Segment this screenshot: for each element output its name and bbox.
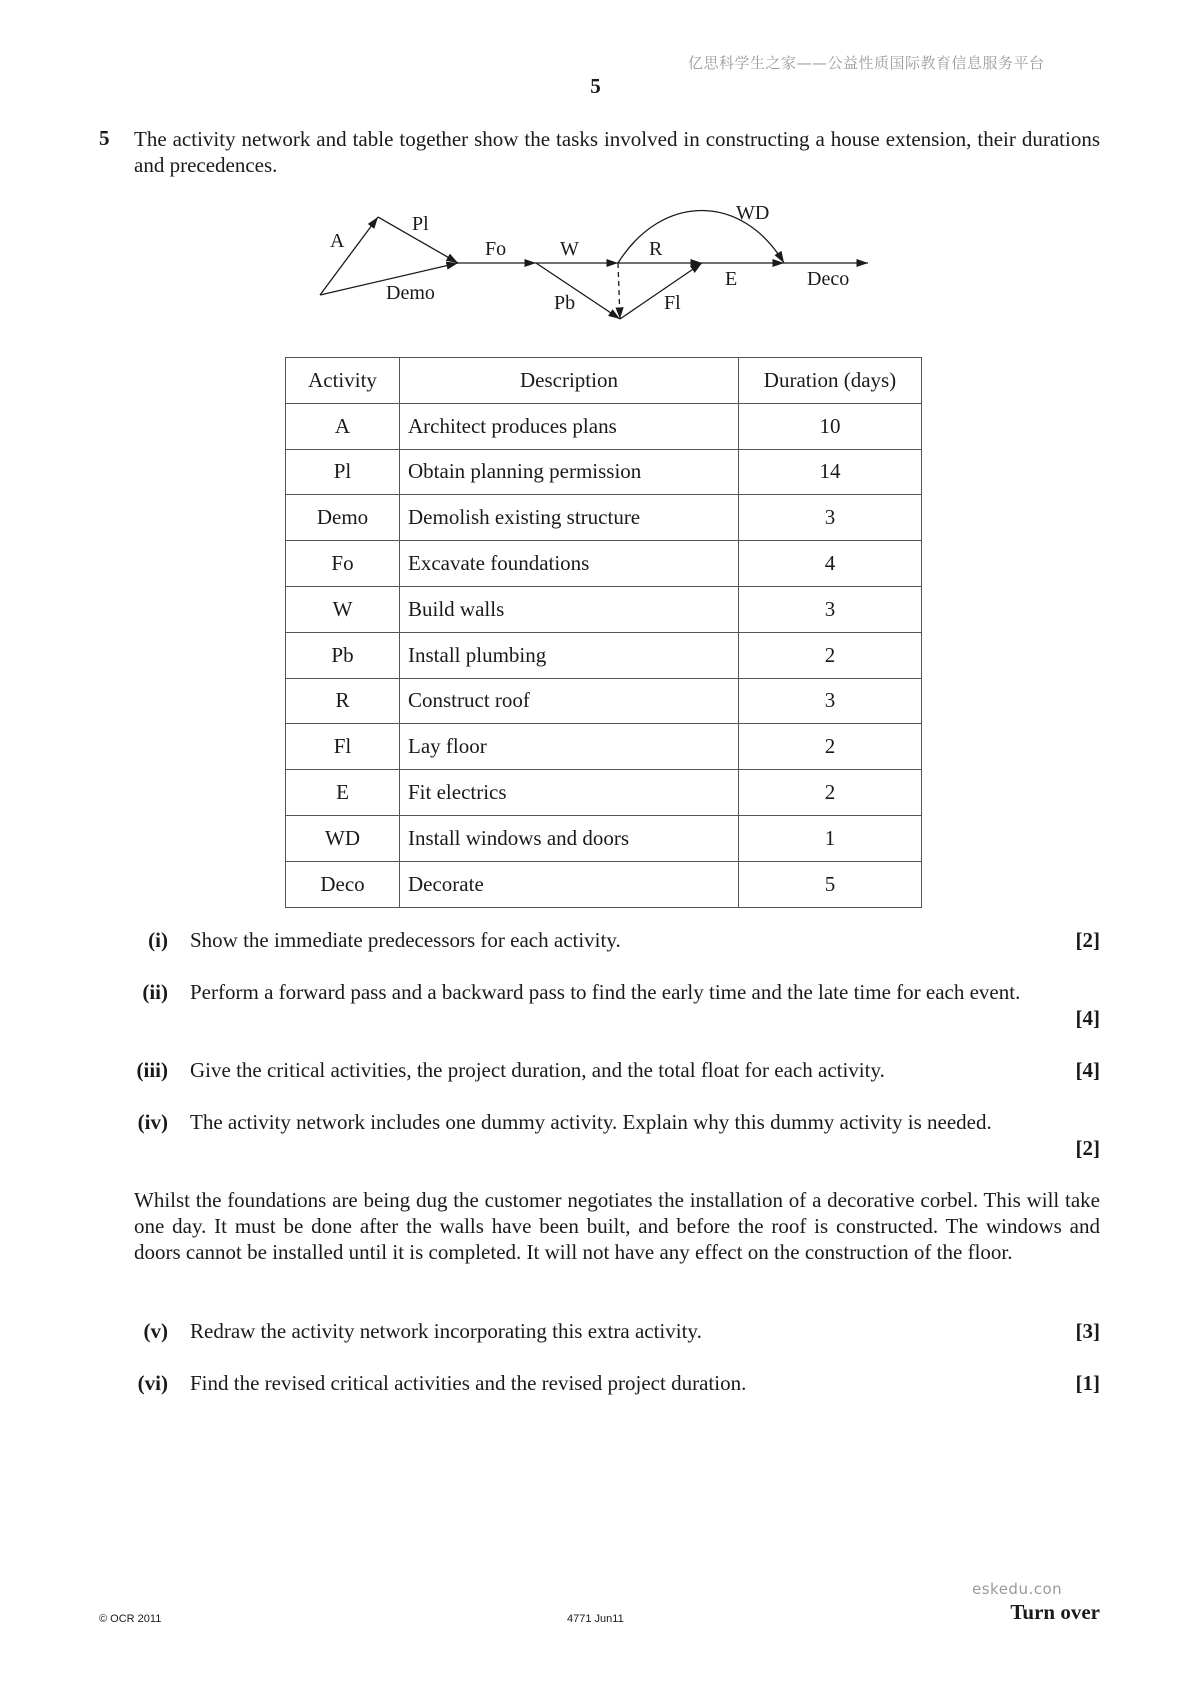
part-marks: [2] xyxy=(1075,928,1100,952)
cell-activity: Fo xyxy=(286,541,400,587)
part-text: Find the revised critical activities and the revised project duration. xyxy=(190,1371,747,1395)
part-label: (iv) xyxy=(137,1110,168,1134)
header-activity: Activity xyxy=(286,358,400,404)
cell-duration: 2 xyxy=(739,770,922,816)
part-label: (vi) xyxy=(137,1371,168,1395)
part-label: (v) xyxy=(143,1319,168,1343)
cell-description: Excavate foundations xyxy=(400,541,739,587)
cell-description: Build walls xyxy=(400,586,739,632)
part-label: (iii) xyxy=(136,1058,168,1082)
cell-description: Fit electrics xyxy=(400,770,739,816)
table-header-row xyxy=(286,358,922,404)
cell-activity: A xyxy=(286,403,400,449)
cell-duration: 5 xyxy=(739,861,922,907)
cell-duration: 4 xyxy=(739,541,922,587)
header-description: Description xyxy=(400,358,739,404)
table-row xyxy=(286,632,922,678)
part-label: (i) xyxy=(148,928,168,952)
cell-activity: R xyxy=(286,678,400,724)
cell-duration: 10 xyxy=(739,403,922,449)
part-marks: [2] xyxy=(1075,1136,1100,1160)
edge-Fl xyxy=(620,263,702,319)
label-Pb: Pb xyxy=(554,292,576,314)
part-text: Show the immediate predecessors for each activity. xyxy=(190,928,621,952)
cell-description: Demolish existing structure xyxy=(400,495,739,541)
cell-activity: Deco xyxy=(286,861,400,907)
part-text: Give the critical activities, the project duration, and the total float for each activity. xyxy=(190,1058,885,1082)
part-marks: [3] xyxy=(1075,1319,1100,1343)
cell-activity: E xyxy=(286,770,400,816)
question-number: 5 xyxy=(99,126,110,150)
table-row xyxy=(286,403,922,449)
part-label: (ii) xyxy=(142,980,168,1004)
activity-table xyxy=(285,357,922,908)
copyright: © OCR 2011 xyxy=(99,1613,162,1625)
cell-description: Lay floor xyxy=(400,724,739,770)
label-E: E xyxy=(725,268,738,290)
header-duration: Duration (days) xyxy=(739,358,922,404)
watermark-footer: eskedu.con xyxy=(972,1580,1063,1598)
cell-duration: 3 xyxy=(739,495,922,541)
cell-description: Construct roof xyxy=(400,678,739,724)
part-text: Perform a forward pass and a backward pass to find the early time and the late time for each event. xyxy=(190,980,1021,1004)
cell-activity: Fl xyxy=(286,724,400,770)
part-marks: [4] xyxy=(1075,1058,1100,1082)
table-row xyxy=(286,770,922,816)
paper-code: 4771 Jun11 xyxy=(567,1613,624,1625)
label-Fo: Fo xyxy=(485,238,507,260)
table-row xyxy=(286,586,922,632)
activity-network-diagram xyxy=(300,195,900,325)
watermark-header: 亿思科学生之家——公益性质国际教育信息服务平台 xyxy=(688,54,1045,72)
label-WD: WD xyxy=(736,202,770,224)
page-number: 5 xyxy=(590,74,601,98)
label-A: A xyxy=(330,230,345,252)
edge-Pb xyxy=(536,263,620,319)
cell-activity: Pb xyxy=(286,632,400,678)
table-row xyxy=(286,495,922,541)
label-W: W xyxy=(560,238,579,260)
label-Demo: Demo xyxy=(386,282,435,304)
table-row xyxy=(286,449,922,495)
label-Fl: Fl xyxy=(664,292,681,314)
table-row xyxy=(286,861,922,907)
cell-activity: Demo xyxy=(286,495,400,541)
part-marks: [4] xyxy=(1075,1006,1100,1030)
cell-description: Architect produces plans xyxy=(400,403,739,449)
question-intro: The activity network and table together show the tasks involved in constructing a house extension, their durations and precedences. xyxy=(134,127,1100,177)
cell-duration: 1 xyxy=(739,815,922,861)
cell-activity: Pl xyxy=(286,449,400,495)
label-Deco: Deco xyxy=(807,268,850,290)
edge-dummy xyxy=(618,263,620,319)
cell-description: Obtain planning permission xyxy=(400,449,739,495)
context-paragraph: Whilst the foundations are being dug the customer negotiates the installation of a decorative corbel. This will take one day. It must be done after the walls have been built, and before the roof is constructed. The windows and doors cannot be installed until it is completed. It will not have any effect on the construction of the floor. xyxy=(134,1188,1100,1264)
label-R: R xyxy=(649,238,663,260)
cell-description: Decorate xyxy=(400,861,739,907)
cell-activity: WD xyxy=(286,815,400,861)
table-row xyxy=(286,541,922,587)
part-text: The activity network includes one dummy activity. Explain why this dummy activity is needed. xyxy=(190,1110,992,1134)
table-row xyxy=(286,815,922,861)
cell-description: Install windows and doors xyxy=(400,815,739,861)
cell-description: Install plumbing xyxy=(400,632,739,678)
cell-duration: 2 xyxy=(739,632,922,678)
label-Pl: Pl xyxy=(412,213,429,235)
part-text: Redraw the activity network incorporating this extra activity. xyxy=(190,1319,702,1343)
part-marks: [1] xyxy=(1075,1371,1100,1395)
cell-duration: 3 xyxy=(739,678,922,724)
cell-duration: 2 xyxy=(739,724,922,770)
cell-duration: 3 xyxy=(739,586,922,632)
cell-activity: W xyxy=(286,586,400,632)
cell-duration: 14 xyxy=(739,449,922,495)
table-row xyxy=(286,724,922,770)
table-row xyxy=(286,678,922,724)
turn-over: Turn over xyxy=(1010,1600,1100,1624)
